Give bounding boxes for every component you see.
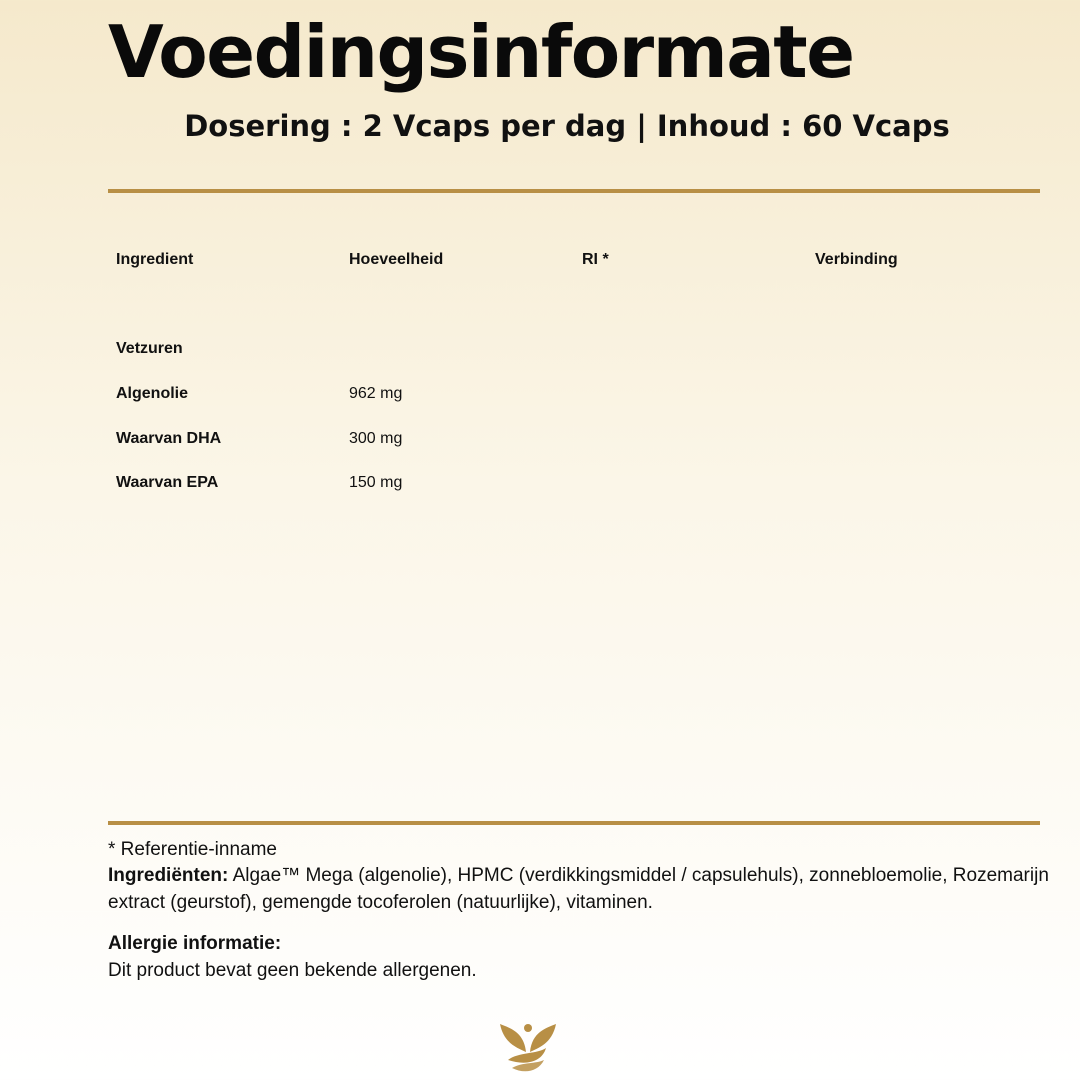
column-header-compound: Verbinding [815,251,898,268]
leaf-person-logo-icon [496,1018,560,1074]
row-ingredient: Algenolie [116,385,189,402]
section-heading: Vetzuren [116,340,183,357]
column-header-amount: Hoeveelheid [349,251,444,268]
row-amount: 300 mg [349,430,403,447]
dosage-subtitle: Dosering : 2 Vcaps per dag | Inhoud : 60 Vcaps [184,109,950,143]
allergy-text: Dit product bevat geen bekende allergenen. [108,960,477,981]
top-divider [108,189,1040,193]
row-amount: 962 mg [349,385,403,402]
column-header-ingredient: Ingredient [116,251,194,268]
ingredients-paragraph [108,862,1073,916]
row-amount: 150 mg [349,474,403,491]
reference-footnote: * Referentie-inname [108,839,277,860]
row-ingredient: Waarvan EPA [116,474,219,491]
page-title: Voedingsinformate [108,10,854,94]
ingredients-label: Ingrediënten: [108,865,229,886]
ingredients-text: Algae™ Mega (algenolie), HPMC (verdikkingsmiddel / capsulehuls), zonnebloemolie, Rozemarijn extract (geurstof), gemengde tocoferolen (natuurlijke), vitaminen. [108,865,1049,913]
row-ingredient: Waarvan DHA [116,430,222,447]
column-header-ri: RI * [582,251,609,268]
bottom-divider [108,821,1040,825]
allergy-heading: Allergie informatie: [108,933,282,954]
